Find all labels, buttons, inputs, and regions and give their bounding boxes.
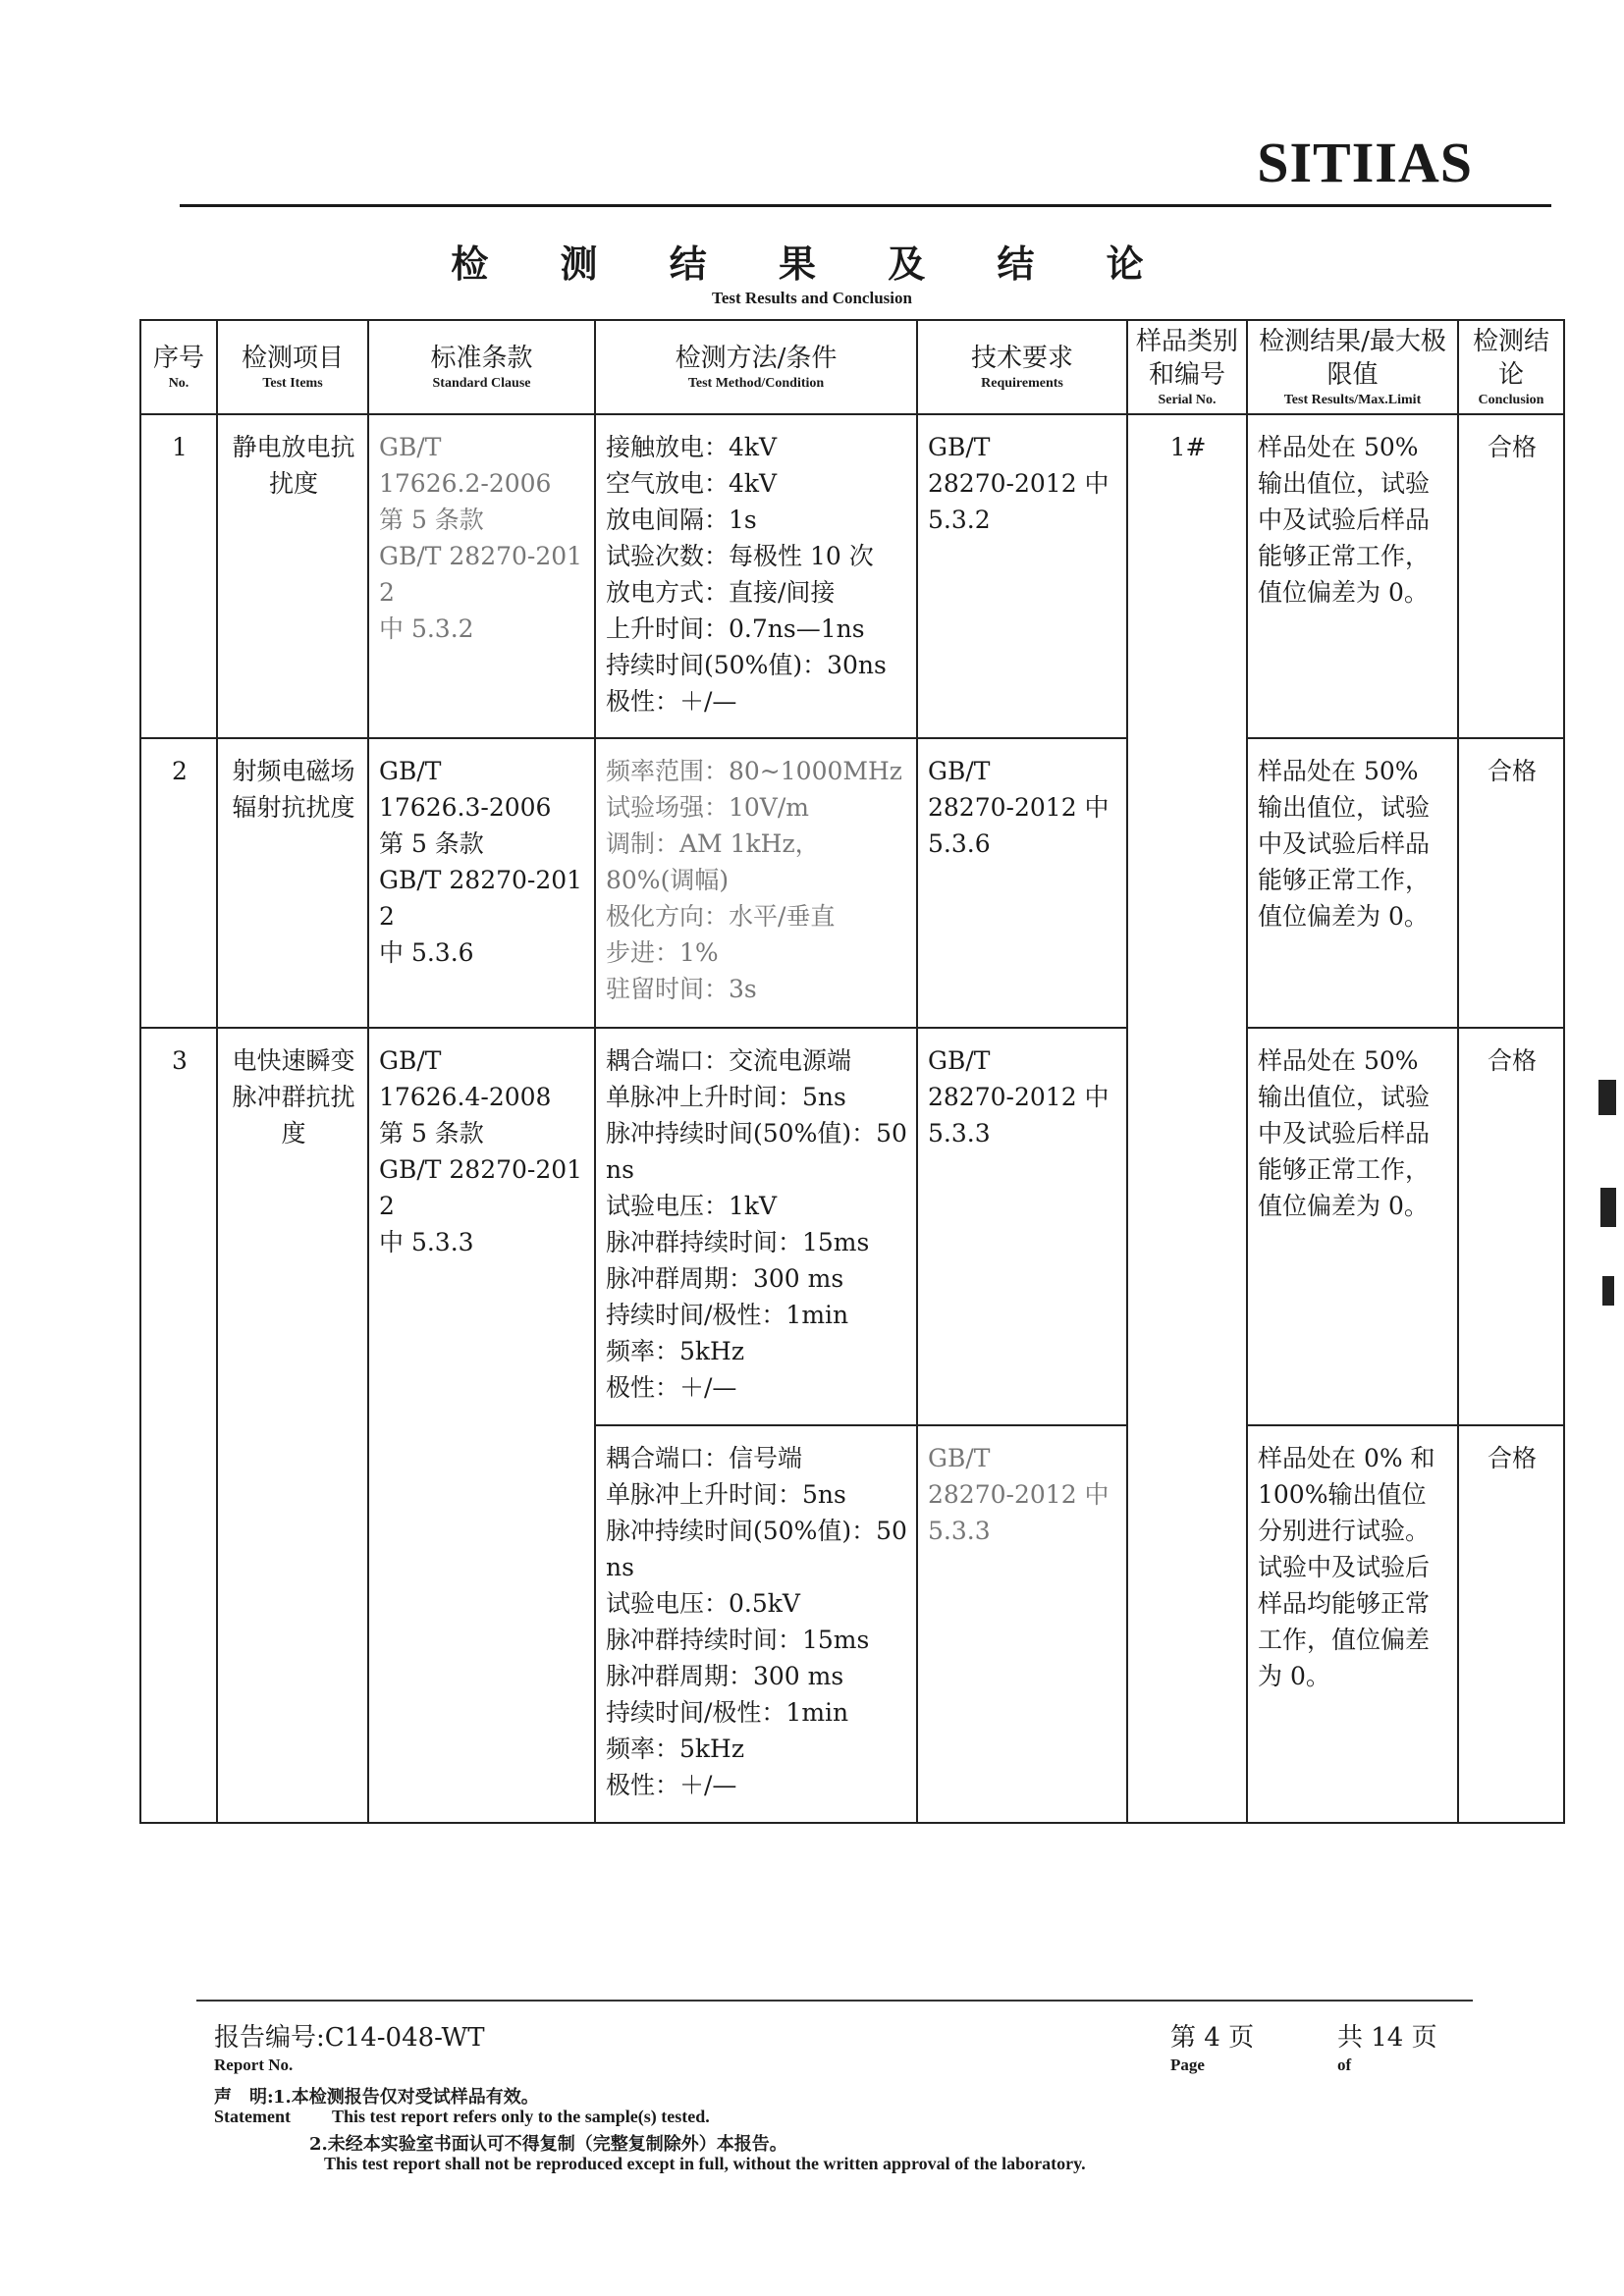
table-row xyxy=(140,1028,1564,1425)
test-method: 耦合端口：交流电源端 单脉冲上升时间：5ns 脉冲持续时间(50%值)：50ns 试验电压：1kV 脉冲群持续时间：15ms 脉冲群周期：300 ms 持续时间/极性：1min 频率：5kHz 极性：＋/— xyxy=(595,1028,917,1425)
header-rule xyxy=(180,204,1551,207)
statement-1-en: This test report refers only to the sample(s) tested. xyxy=(332,2107,710,2126)
table-row xyxy=(140,738,1564,1028)
column-header-conclusion: 检测结论 Conclusion xyxy=(1458,320,1564,414)
statement-label-en: Statement xyxy=(214,2107,291,2126)
column-header-item: 检测项目 Test Items xyxy=(217,320,368,414)
requirement: GB/T 28270-2012 中 5.3.3 xyxy=(917,1425,1127,1823)
table-header-row xyxy=(140,320,1564,414)
conclusion: 合格 xyxy=(1458,414,1564,738)
column-header-method: 检测方法/条件 Test Method/Condition xyxy=(595,320,917,414)
test-result: 样品处在 50% 输出值位，试验中及试验后样品能够正常工作，值位偏差为 0。 xyxy=(1247,1028,1458,1425)
statement-2-cn: 2.未经本实验室书面认可不得复制（完整复制除外）本报告。 xyxy=(309,2134,787,2155)
test-method: 接触放电：4kV 空气放电：4kV 放电间隔：1s 试验次数：每极性 10 次 放电方式：直接/间接 上升时间：0.7ns—1ns 持续时间(50%值)：30ns 极性：＋/— xyxy=(595,414,917,738)
standard-clause: GB/T 17626.2-2006 第 5 条款 GB/T 28270-2012 中 5.3.2 xyxy=(368,414,595,738)
standard-clause: GB/T 17626.3-2006 第 5 条款 GB/T 28270-2012 中 5.3.6 xyxy=(368,738,595,1028)
test-item: 电快速瞬变脉冲群抗扰度 xyxy=(217,1028,368,1823)
scan-artifact xyxy=(1600,1188,1616,1227)
table-row xyxy=(140,414,1564,738)
conclusion: 合格 xyxy=(1458,1028,1564,1425)
test-result: 样品处在 50% 输出值位，试验中及试验后样品能够正常工作，值位偏差为 0。 xyxy=(1247,414,1458,738)
column-header-serial: 样品类别和编号 Serial No. xyxy=(1127,320,1247,414)
statement-1-cn: 1.本检测报告仅对受试样品有效。 xyxy=(273,2087,539,2108)
page-subtitle: Test Results and Conclusion xyxy=(712,289,912,307)
row-no: 2 xyxy=(140,738,217,1028)
requirement: GB/T 28270-2012 中 5.3.3 xyxy=(917,1028,1127,1425)
column-header-no: 序号 No. xyxy=(140,320,217,414)
standard-clause: GB/T 17626.4-2008 第 5 条款 GB/T 28270-2012 中 5.3.3 xyxy=(368,1028,595,1823)
requirement: GB/T 28270-2012 中 5.3.2 xyxy=(917,414,1127,738)
scan-artifact xyxy=(1598,1080,1616,1115)
test-result: 样品处在 0% 和 100%输出值位分别进行试验。试验中及试验后样品均能够正常工作，值位偏差为 0。 xyxy=(1247,1425,1458,1823)
page-label-en: Page xyxy=(1170,2056,1205,2074)
column-header-clause: 标准条款 Standard Clause xyxy=(368,320,595,414)
results-table xyxy=(139,319,1565,1824)
report-number-label-en: Report No. xyxy=(214,2056,294,2074)
serial-no: 1# xyxy=(1127,414,1247,1823)
scan-artifact xyxy=(1602,1276,1614,1306)
row-no: 3 xyxy=(140,1028,217,1823)
test-result: 样品处在 50% 输出值位，试验中及试验后样品能够正常工作，值位偏差为 0。 xyxy=(1247,738,1458,1028)
column-header-requirement: 技术要求 Requirements xyxy=(917,320,1127,414)
lab-logo: SITIIAS xyxy=(1257,131,1473,194)
column-header-result: 检测结果/最大极限值 Test Results/Max.Limit xyxy=(1247,320,1458,414)
statement-2-en: This test report shall not be reproduced except in full, without the written approval of the laboratory. xyxy=(324,2154,1086,2173)
test-item: 静电放电抗扰度 xyxy=(217,414,368,738)
statement-label: 声 明: xyxy=(214,2087,274,2108)
conclusion: 合格 xyxy=(1458,1425,1564,1823)
footer-rule xyxy=(196,2000,1473,2002)
requirement: GB/T 28270-2012 中 5.3.6 xyxy=(917,738,1127,1028)
report-number: 报告编号:C14-048-WT xyxy=(214,2023,485,2053)
test-method: 耦合端口：信号端 单脉冲上升时间：5ns 脉冲持续时间(50%值)：50ns 试验电压：0.5kV 脉冲群持续时间：15ms 脉冲群周期：300 ms 持续时间/极性：1min 频率：5kHz 极性：＋/— xyxy=(595,1425,917,1823)
test-method: 频率范围：80~1000MHz 试验场强：10V/m 调制：AM 1kHz， 80%(调幅) 极化方向：水平/垂直 步进：1% 驻留时间：3s xyxy=(595,738,917,1028)
row-no: 1 xyxy=(140,414,217,738)
page-total-label-en: of xyxy=(1337,2056,1352,2074)
test-item: 射频电磁场辐射抗扰度 xyxy=(217,738,368,1028)
page-total: 共 14 页 xyxy=(1337,2023,1437,2053)
page-number: 第 4 页 xyxy=(1170,2023,1255,2053)
page-title: 检 测 结 果 及 结 论 xyxy=(451,241,1173,286)
conclusion: 合格 xyxy=(1458,738,1564,1028)
